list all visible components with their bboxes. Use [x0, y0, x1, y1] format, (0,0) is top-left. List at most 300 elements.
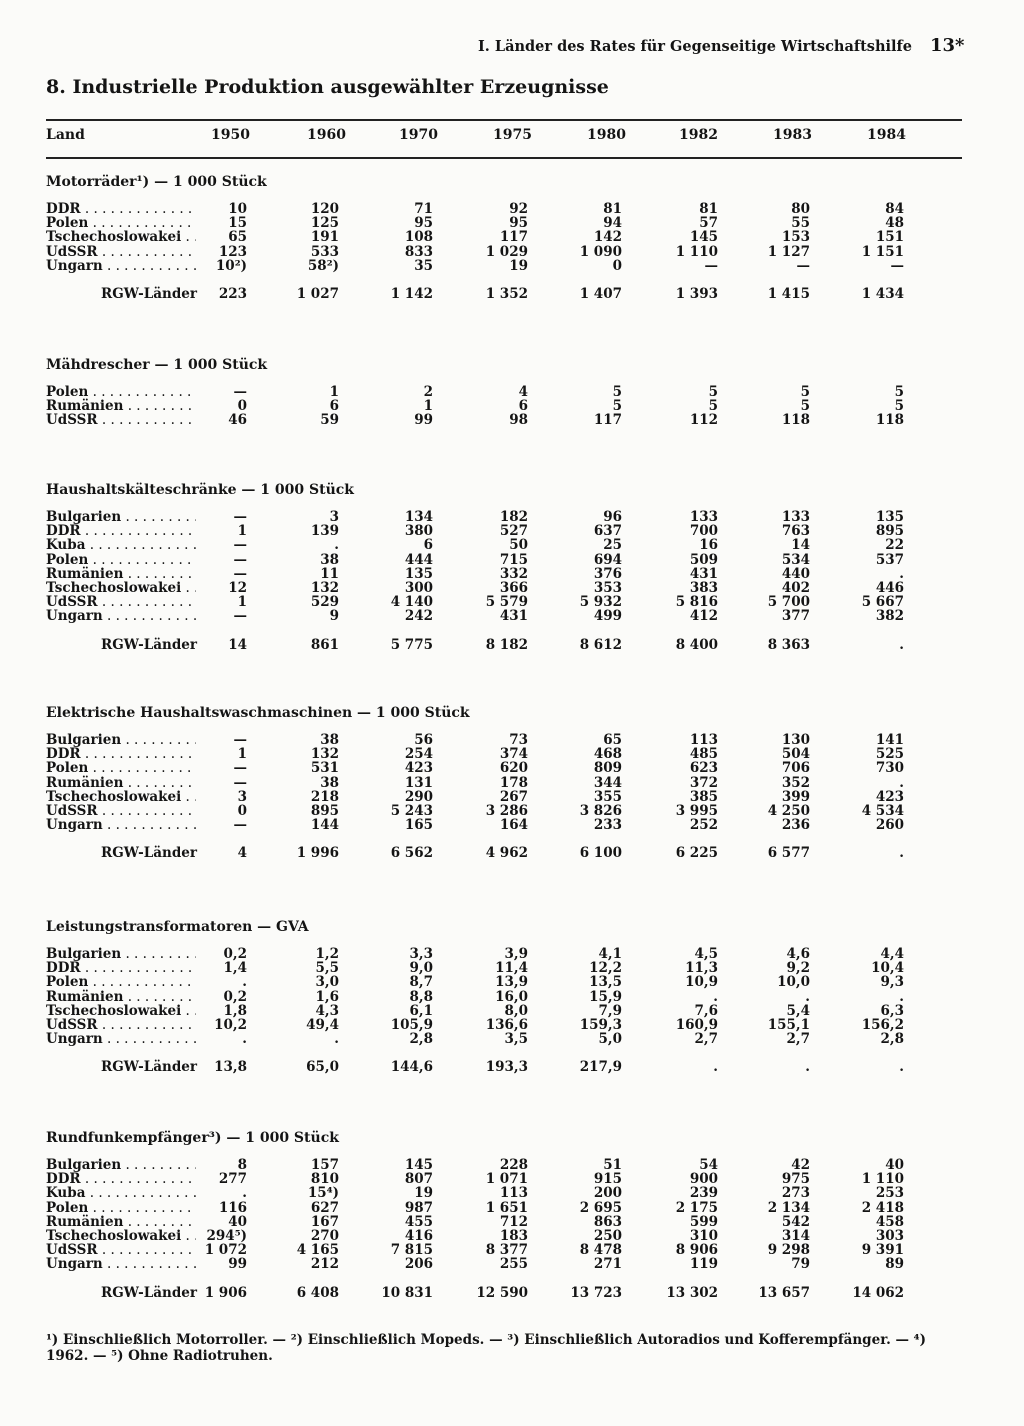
table-cell: 1,4	[223, 960, 247, 977]
table-cell: 99	[228, 1256, 247, 1273]
table-cell: 3	[329, 509, 339, 525]
table-cell: 13,5	[589, 974, 622, 991]
table-cell: 423	[404, 760, 433, 777]
table-cell: 366	[499, 579, 528, 596]
total-label: RGW-Länder	[101, 845, 197, 862]
total-row	[0, 845, 1024, 861]
row-label: Ungarn . . .	[46, 1031, 196, 1047]
table-cell: 14	[791, 537, 810, 554]
table-cell: 59	[320, 412, 339, 429]
table-cell: 5	[612, 384, 622, 400]
table-cell: 15	[228, 215, 247, 232]
table-cell: 242	[404, 608, 433, 625]
table-cell: 178	[499, 774, 528, 791]
row-label: Ungarn . . .	[46, 608, 196, 624]
table-cell: 2,8	[409, 1031, 433, 1048]
table-cell: 402	[781, 579, 810, 596]
table-cell: 22	[885, 537, 904, 554]
table-cell: 206	[404, 1256, 433, 1273]
column-header-year: 1983	[773, 127, 812, 143]
table-row	[0, 1017, 1024, 1031]
running-head-text: I. Länder des Rates für Gegenseitige Wirtschaftshilfe	[478, 38, 912, 55]
table-cell: 8,0	[504, 1002, 528, 1019]
table-cell: 1 651	[485, 1199, 528, 1216]
table-row	[0, 1185, 1024, 1202]
table-cell: 4,1	[598, 946, 622, 962]
table-row	[0, 244, 1024, 258]
row-label: Polen . . .	[46, 215, 196, 231]
table-cell: 8	[237, 1157, 247, 1173]
table-cell: 105,9	[390, 1016, 433, 1033]
table-cell: 485	[689, 746, 718, 763]
table-cell: 9 391	[861, 1242, 904, 1259]
table-row	[0, 552, 1024, 566]
table-cell: 7,9	[598, 1002, 622, 1019]
table-cell: 156,2	[861, 1016, 904, 1033]
table-cell: 12	[228, 579, 247, 596]
table-cell: 458	[875, 1213, 904, 1230]
row-label: Polen . . .	[46, 552, 196, 568]
table-cell: 915	[593, 1171, 622, 1188]
table-cell: 372	[689, 774, 718, 791]
table-cell: 455	[404, 1213, 433, 1230]
table-cell: 73	[509, 732, 528, 748]
table-cell: 81	[603, 201, 622, 217]
table-cell: 1 127	[767, 243, 810, 260]
table-cell: 252	[689, 817, 718, 834]
table-cell: .	[334, 537, 339, 554]
column-header-year: 1950	[211, 127, 250, 143]
table-cell: 167	[310, 1213, 339, 1230]
table-cell: 4 250	[767, 802, 810, 819]
table-cell: 1 072	[204, 1242, 247, 1259]
total-cell: .	[713, 1059, 718, 1076]
table-cell: 1 110	[861, 1171, 904, 1188]
table-cell: 527	[499, 523, 528, 540]
table-cell: 132	[310, 746, 339, 763]
table-cell: 135	[875, 509, 904, 525]
row-label: Ungarn . . .	[46, 1256, 196, 1272]
row-label: Tschechoslowakei . . .	[46, 580, 196, 596]
table-cell: 4,4	[880, 946, 904, 962]
table-cell: 113	[499, 1185, 528, 1202]
total-cell: 193,3	[485, 1059, 528, 1076]
table-cell: —	[704, 257, 718, 274]
table-cell: 25	[603, 537, 622, 554]
table-cell: 13,9	[495, 974, 528, 991]
table-cell: 142	[593, 229, 622, 246]
table-cell: 95	[509, 215, 528, 232]
table-cell: 254	[404, 746, 433, 763]
table-cell: 183	[499, 1227, 528, 1244]
table-cell: 49,4	[306, 1016, 339, 1033]
table-cell: 382	[875, 608, 904, 625]
total-cell: 5 775	[390, 636, 433, 653]
table-cell: —	[233, 537, 247, 554]
table-cell: 700	[689, 523, 718, 540]
table-cell: 9 298	[767, 1242, 810, 1259]
total-cell: 144,6	[390, 1059, 433, 1076]
total-cell: 1 415	[767, 285, 810, 302]
table-cell: 273	[781, 1185, 810, 1202]
table-cell: 2,7	[694, 1031, 718, 1048]
table-cell: .	[805, 988, 810, 1005]
table-row	[0, 398, 1024, 415]
table-cell: 255	[499, 1256, 528, 1273]
table-cell: 267	[499, 788, 528, 805]
table-cell: 11,4	[495, 960, 528, 977]
table-cell: 118	[875, 412, 904, 429]
table-cell: 4,3	[315, 1002, 339, 1019]
row-label: Polen . . .	[46, 760, 196, 776]
table-row	[0, 1242, 1024, 1259]
table-cell: .	[242, 974, 247, 991]
table-cell: 95	[414, 215, 433, 232]
row-label: Bulgarien . . .	[46, 732, 196, 748]
table-cell: 0	[237, 802, 247, 819]
column-header-year: 1980	[587, 127, 626, 143]
total-cell: .	[899, 845, 904, 862]
total-cell: 14	[228, 636, 247, 653]
table-cell: .	[713, 988, 718, 1005]
table-row	[0, 258, 1024, 272]
table-cell: 376	[593, 565, 622, 582]
total-cell: .	[899, 636, 904, 653]
total-cell: 6 100	[579, 845, 622, 862]
table-cell: 151	[875, 229, 904, 246]
table-cell: 5	[612, 398, 622, 415]
table-row	[0, 1157, 1024, 1171]
table-cell: .	[334, 1031, 339, 1048]
column-header-year: 1982	[679, 127, 718, 143]
table-cell: 65	[603, 732, 622, 748]
total-cell: 223	[218, 285, 247, 302]
table-cell: 2,8	[880, 1031, 904, 1048]
table-cell: 6	[423, 537, 433, 554]
table-cell: 99	[414, 412, 433, 429]
table-cell: 144	[310, 817, 339, 834]
row-label: DDR . . .	[46, 746, 196, 762]
table-cell: 5 816	[675, 594, 718, 611]
table-cell: 277	[218, 1171, 247, 1188]
table-cell: 16,0	[495, 988, 528, 1005]
section-title: Elektrische Haushaltswaschmaschinen — 1 000 Stück	[46, 705, 470, 721]
row-label: Rumänien . . .	[46, 989, 196, 1005]
row-label: Tschechoslowakei . . .	[46, 229, 196, 245]
row-label: Tschechoslowakei . . .	[46, 789, 196, 805]
table-row	[0, 974, 1024, 991]
table-row	[0, 215, 1024, 232]
table-cell: 19	[414, 1185, 433, 1202]
row-label: DDR . . .	[46, 523, 196, 539]
column-header-year: 1975	[493, 127, 532, 143]
table-cell: .	[899, 774, 904, 791]
table-cell: 131	[404, 774, 433, 791]
row-label: Tschechoslowakei . . .	[46, 1228, 196, 1244]
table-cell: 96	[603, 509, 622, 525]
table-cell: 5	[708, 398, 718, 415]
table-cell: 134	[404, 509, 433, 525]
table-row	[0, 732, 1024, 746]
table-cell: 145	[404, 1157, 433, 1173]
row-label: Polen . . .	[46, 1200, 196, 1216]
table-row	[0, 523, 1024, 540]
table-cell: 120	[310, 201, 339, 217]
row-label: DDR . . .	[46, 960, 196, 976]
section-title: Mähdrescher — 1 000 Stück	[46, 357, 268, 373]
table-cell: 3 826	[579, 802, 622, 819]
table-cell: 159,3	[579, 1016, 622, 1033]
table-row	[0, 1171, 1024, 1188]
table-row	[0, 746, 1024, 763]
table-cell: 182	[499, 509, 528, 525]
total-cell: 14 062	[852, 1284, 904, 1301]
total-cell: 1 142	[390, 285, 433, 302]
table-cell: 895	[310, 802, 339, 819]
table-cell: 157	[310, 1157, 339, 1173]
total-label: RGW-Länder	[101, 285, 197, 302]
table-cell: 300	[404, 579, 433, 596]
total-cell: 8 363	[767, 636, 810, 653]
table-cell: 7,6	[694, 1002, 718, 1019]
row-label: Ungarn . . .	[46, 817, 196, 833]
table-cell: 89	[885, 1256, 904, 1273]
table-cell: 135	[404, 565, 433, 582]
table-cell: 446	[875, 579, 904, 596]
table-cell: 6,1	[409, 1002, 433, 1019]
table-cell: 5 667	[861, 594, 904, 611]
table-cell: 987	[404, 1199, 433, 1216]
total-label: RGW-Länder	[101, 1284, 197, 1301]
table-cell: 38	[320, 551, 339, 568]
table-cell: 233	[593, 817, 622, 834]
table-cell: 5	[800, 398, 810, 415]
table-cell: 809	[593, 760, 622, 777]
table-cell: 71	[414, 201, 433, 217]
table-cell: 833	[404, 243, 433, 260]
table-cell: 10,4	[871, 960, 904, 977]
table-cell: 3 995	[675, 802, 718, 819]
table-cell: 5 932	[579, 594, 622, 611]
total-cell: 6 225	[675, 845, 718, 862]
row-label: Bulgarien . . .	[46, 946, 196, 962]
table-cell: 4	[518, 384, 528, 400]
total-cell: .	[899, 1059, 904, 1076]
table-cell: 98	[509, 412, 528, 429]
table-cell: 57	[699, 215, 718, 232]
row-label: Ungarn . . .	[46, 258, 196, 274]
table-cell: 353	[593, 579, 622, 596]
table-cell: 2 418	[861, 1199, 904, 1216]
table-cell: 260	[875, 817, 904, 834]
table-cell: .	[899, 565, 904, 582]
table-cell: 10,2	[214, 1016, 247, 1033]
row-label: Rumänien . . .	[46, 566, 196, 582]
table-cell: 118	[781, 412, 810, 429]
table-cell: 0	[612, 257, 622, 274]
table-row	[0, 229, 1024, 246]
table-cell: 412	[689, 608, 718, 625]
table-cell: 3	[237, 788, 247, 805]
table-row	[0, 1003, 1024, 1017]
total-cell: 10 831	[381, 1284, 433, 1301]
table-cell: 4 165	[296, 1242, 339, 1259]
total-cell: 13 723	[570, 1284, 622, 1301]
table-row	[0, 803, 1024, 817]
table-cell: 537	[875, 551, 904, 568]
table-cell: 542	[781, 1213, 810, 1230]
table-cell: 352	[781, 774, 810, 791]
table-cell: 2 175	[675, 1199, 718, 1216]
table-cell: 694	[593, 551, 622, 568]
table-row	[0, 1228, 1024, 1242]
table-row	[0, 1031, 1024, 1048]
table-cell: 431	[689, 565, 718, 582]
table-cell: 10,9	[685, 974, 718, 991]
total-row	[0, 1285, 1024, 1301]
row-label: UdSSR . . .	[46, 1017, 196, 1033]
footnotes: ¹) Einschließlich Motorroller. — ²) Einschließlich Mopeds. — ³) Einschließlich Autoradios und Kofferempfänger. — ⁴) 1962. — ⁵) Ohne Radiotruhen.	[46, 1332, 926, 1364]
row-label: Bulgarien . . .	[46, 509, 196, 525]
table-cell: 108	[404, 229, 433, 246]
table-cell: 136,6	[485, 1016, 528, 1033]
table-cell: 1 029	[485, 243, 528, 260]
table-cell: 1 151	[861, 243, 904, 260]
table-cell: 191	[310, 229, 339, 246]
table-cell: 113	[689, 732, 718, 748]
table-cell: 8 478	[579, 1242, 622, 1259]
table-cell: 116	[218, 1199, 247, 1216]
table-cell: —	[233, 774, 247, 791]
section-title: Leistungstransformatoren — GVA	[46, 919, 309, 935]
table-cell: 623	[689, 760, 718, 777]
table-cell: 8,7	[409, 974, 433, 991]
table-cell: 5	[708, 384, 718, 400]
table-cell: 4 140	[390, 594, 433, 611]
table-cell: 65	[228, 229, 247, 246]
table-cell: 80	[791, 201, 810, 217]
table-cell: 132	[310, 579, 339, 596]
table-title: 8. Industrielle Produktion ausgewählter Erzeugnisse	[46, 76, 609, 98]
total-cell: 8 182	[485, 636, 528, 653]
table-cell: 38	[320, 774, 339, 791]
table-cell: 155,1	[767, 1016, 810, 1033]
table-cell: 79	[791, 1256, 810, 1273]
table-cell: 3,3	[409, 946, 433, 962]
table-cell: 975	[781, 1171, 810, 1188]
table-cell: —	[233, 760, 247, 777]
table-cell: 6,3	[880, 1002, 904, 1019]
table-cell: —	[233, 565, 247, 582]
table-cell: 133	[781, 509, 810, 525]
table-cell: 2	[423, 384, 433, 400]
table-cell: 9,3	[880, 974, 904, 991]
table-row	[0, 946, 1024, 960]
table-cell: 250	[593, 1227, 622, 1244]
table-cell: —	[233, 732, 247, 748]
table-row	[0, 537, 1024, 554]
table-cell: 9,0	[409, 960, 433, 977]
table-cell: .	[899, 988, 904, 1005]
section-rows	[0, 946, 1024, 1075]
table-cell: 303	[875, 1227, 904, 1244]
table-cell: 58²)	[307, 257, 339, 274]
total-cell: 1 352	[485, 285, 528, 302]
table-cell: 12,2	[589, 960, 622, 977]
row-label: Polen . . .	[46, 974, 196, 990]
table-cell: 534	[781, 551, 810, 568]
table-row	[0, 789, 1024, 803]
row-label: Kuba . . .	[46, 1185, 196, 1201]
table-cell: —	[796, 257, 810, 274]
total-row	[0, 1059, 1024, 1075]
table-cell: 123	[218, 243, 247, 260]
table-cell: 383	[689, 579, 718, 596]
row-label: Kuba . . .	[46, 537, 196, 553]
table-cell: 377	[781, 608, 810, 625]
page-number: 13*	[930, 35, 965, 56]
row-label: UdSSR . . .	[46, 244, 196, 260]
table-cell: 253	[875, 1185, 904, 1202]
table-cell: 810	[310, 1171, 339, 1188]
total-cell: 1 407	[579, 285, 622, 302]
total-cell: 1 434	[861, 285, 904, 302]
table-cell: 1	[237, 523, 247, 540]
table-cell: 2 134	[767, 1199, 810, 1216]
table-cell: 712	[499, 1213, 528, 1230]
total-cell: 861	[310, 636, 339, 653]
table-row	[0, 760, 1024, 777]
table-cell: 4 534	[861, 802, 904, 819]
total-label: RGW-Länder	[101, 1059, 197, 1076]
total-cell: 1 996	[296, 845, 339, 862]
table-cell: 1	[329, 384, 339, 400]
table-cell: 35	[414, 257, 433, 274]
table-cell: 529	[310, 594, 339, 611]
total-cell: .	[805, 1059, 810, 1076]
row-label: Rumänien . . .	[46, 775, 196, 791]
total-cell: 13,8	[214, 1059, 247, 1076]
column-header-land: Land	[46, 127, 85, 143]
table-cell: 212	[310, 1256, 339, 1273]
table-cell: 423	[875, 788, 904, 805]
table-cell: 38	[320, 732, 339, 748]
table-cell: 715	[499, 551, 528, 568]
total-cell: 6 577	[767, 845, 810, 862]
table-cell: 139	[310, 523, 339, 540]
table-cell: 55	[791, 215, 810, 232]
table-cell: 1 071	[485, 1171, 528, 1188]
total-row	[0, 286, 1024, 302]
table-cell: 5 700	[767, 594, 810, 611]
table-cell: 8,8	[409, 988, 433, 1005]
table-cell: 200	[593, 1185, 622, 1202]
table-cell: 1,6	[315, 988, 339, 1005]
table-cell: 620	[499, 760, 528, 777]
row-label: UdSSR . . .	[46, 803, 196, 819]
table-row	[0, 817, 1024, 834]
table-cell: 416	[404, 1227, 433, 1244]
table-cell: 2 695	[579, 1199, 622, 1216]
table-cell: —	[233, 509, 247, 525]
section-title: Rundfunkempfänger³) — 1 000 Stück	[46, 1130, 339, 1146]
table-cell: 900	[689, 1171, 718, 1188]
table-cell: 117	[499, 229, 528, 246]
total-row	[0, 637, 1024, 653]
table-cell: 5 243	[390, 802, 433, 819]
row-label: Bulgarien . . .	[46, 1157, 196, 1173]
table-row	[0, 594, 1024, 611]
